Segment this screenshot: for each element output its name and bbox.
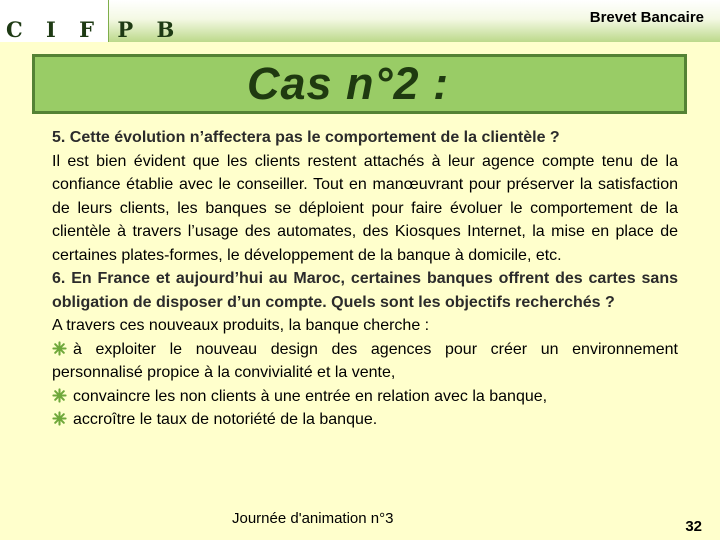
green-asterisk-icon xyxy=(52,411,67,426)
slide-content xyxy=(52,126,678,432)
header-title: Brevet Bancaire xyxy=(589,9,704,26)
answer-6-intro: A travers ces nouveaux produits, la banque cherche : xyxy=(52,317,430,334)
question-5: 5. Cette évolution n’affectera pas le comportement de la clientèle ? xyxy=(52,129,560,146)
green-asterisk-icon xyxy=(52,388,67,403)
page-number: 32 xyxy=(685,518,702,535)
footer-text: Journée d'animation n°3 xyxy=(232,510,394,527)
bullet-text: convaincre les non clients à une entrée en relation avec la banque, xyxy=(73,387,548,405)
bullet-text: accroître le taux de notoriété de la banque. xyxy=(73,411,378,428)
bullet-item xyxy=(52,408,678,432)
logo-text: C I F P B xyxy=(6,17,183,42)
green-asterisk-icon xyxy=(52,341,67,356)
slide-title: Cas n°2 : xyxy=(247,58,450,109)
bullet-item xyxy=(52,385,678,409)
bullet-text: à exploiter le nouveau design des agences pour créer un environnement personnalisé propice à la convivialité et la vente, xyxy=(52,340,678,381)
logo xyxy=(0,0,183,42)
question-6: 6. En France et aujourd’hui au Maroc, certaines banques offrent des cartes sans obligation de disposer d’un compte. Quels sont les objectifs recherchés ? xyxy=(52,270,678,311)
answer-5: Il est bien évident que les clients restent attachés à leur agence compte tenu de la confiance établie avec le conseiller. Tout en manœuvrant pour préserver la satisfaction de leurs clients, les banques se déploient pour faire évoluer le comportement de la clientèle à travers l’usage des automates, des Kiosques Internet, la mise en place de certaines plates-formes, le développement de la banque à domicile, etc. xyxy=(52,152,678,264)
bullet-item xyxy=(52,338,678,385)
